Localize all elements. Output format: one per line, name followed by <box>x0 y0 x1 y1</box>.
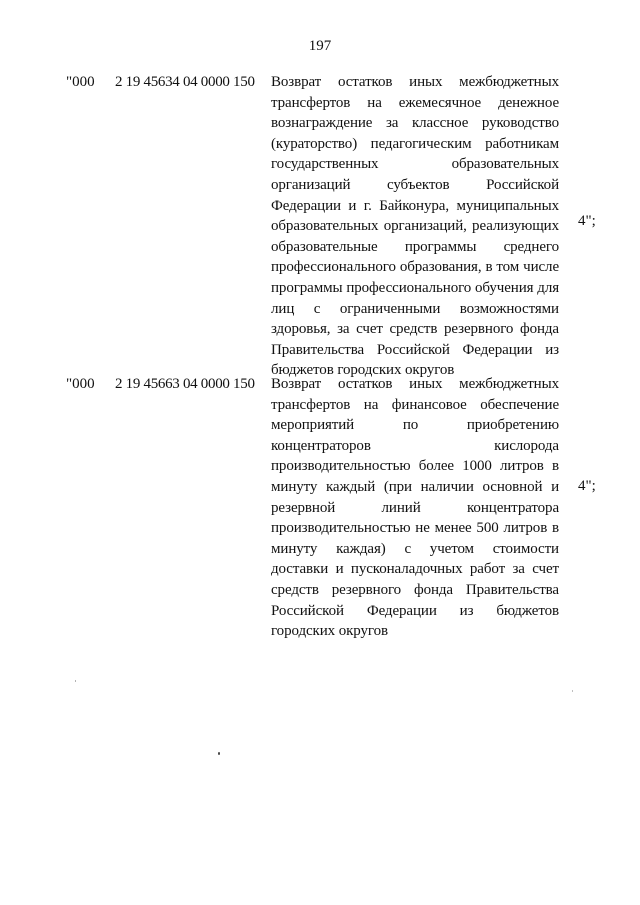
page-number: 197 <box>308 38 332 54</box>
admin-code: "000 <box>66 74 95 90</box>
entry-description: Возврат остатков иных межбюджетных трансфертов на финансовое обеспечение мероприятий по приобретению концентраторов кислорода производительностью более 1000 литров в минуту каждый (при наличии основной и резервной линий концентратора производительностью не менее 500 литров в минуту каждая) с учетом стоимости доставки и пусконаладочных работ за счет средств резервного фонда Правительства Российской Федерации из бюджетов городских округов <box>271 376 559 640</box>
admin-code: "000 <box>66 376 95 392</box>
scan-speck <box>75 680 76 682</box>
scan-speck <box>572 690 573 692</box>
entry-suffix: 4"; <box>578 213 596 229</box>
entry-description: Возврат остатков иных межбюджетных трансфертов на ежемесячное денежное вознаграждение за классное руководство (кураторство) педагогическим работникам государственных образовательных организаций субъектов Российской Федерации и г. Байконура, муниципальных образовательных организаций, реализующих образовательные программы среднего профессионального образования, в том числе программы профессионального обучения для лиц с ограниченными возможностями здоровья, за счет средств резервного фонда Правительства Российской Федерации из бюджетов городских округов <box>271 74 559 379</box>
budget-classification-code: 2 19 45663 04 0000 150 <box>115 376 255 392</box>
scan-speck <box>218 752 220 755</box>
entry-suffix: 4"; <box>578 478 596 494</box>
budget-classification-code: 2 19 45634 04 0000 150 <box>115 74 255 90</box>
